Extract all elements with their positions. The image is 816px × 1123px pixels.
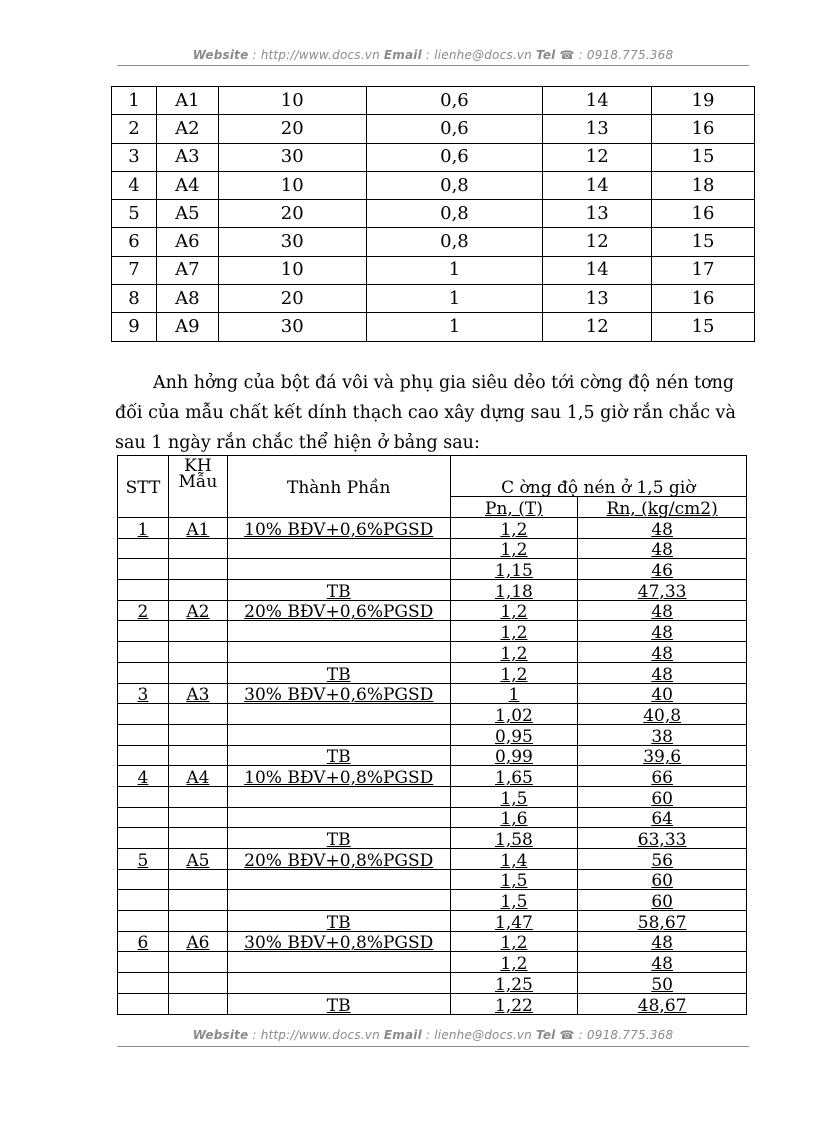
table1-cell: A8 [156, 285, 218, 313]
table2-cell: 1,58 [450, 828, 578, 849]
table2-cell: 5 [118, 849, 169, 870]
table2-cell: 1,25 [450, 973, 578, 994]
table1-row [112, 171, 755, 199]
table2-cell: 1,5 [450, 786, 578, 807]
table2-cell: 1,47 [450, 911, 578, 932]
footer-email-value: : lienhe@docs.vn [421, 1028, 536, 1042]
table2-cell [118, 890, 169, 911]
header-strength-group [450, 456, 746, 497]
table2-cell [168, 642, 227, 663]
table2-cell [227, 538, 450, 559]
table1-cell: 10 [218, 256, 366, 284]
table1-cell: 20 [218, 115, 366, 143]
table1-cell: 15 [652, 143, 755, 171]
table2-row [118, 890, 747, 911]
table2-row [118, 745, 747, 766]
table2-row [118, 559, 747, 580]
table2-cell: 10% BĐV+0,8%PGSD [227, 766, 450, 787]
table2-cell [118, 724, 169, 745]
table2-cell: TB [227, 993, 450, 1014]
header-tel-label: Tel [535, 48, 556, 62]
table2-cell: 0,99 [450, 745, 578, 766]
header-email-label: Email [383, 48, 422, 62]
table1-cell: 16 [652, 285, 755, 313]
table2-row [118, 766, 747, 787]
compressive-strength-table [117, 455, 747, 1015]
table1-cell: A2 [156, 115, 218, 143]
table2-cell: A5 [168, 849, 227, 870]
table2-cell: 48 [578, 642, 747, 663]
table2-cell: 1 [450, 683, 578, 704]
paragraph-text: Anh hởng của bột đá vôi và phụ gia siêu dẻo tới cờng độ nén tơng đối của mẫu chất kết dính thạch cao xây dựng sau 1,5 giờ rắn chắc và sau 1 ngày rắn chắc thể hiện ở bảng sau: [115, 373, 736, 453]
table1-cell: 0,8 [366, 171, 543, 199]
table2-cell: 2 [118, 600, 169, 621]
table2-cell [168, 828, 227, 849]
table2-cell: 1,15 [450, 559, 578, 580]
table2-cell [118, 642, 169, 663]
table1-cell: 0,8 [366, 200, 543, 228]
table1-cell: 10 [218, 171, 366, 199]
table2-cell: 50 [578, 973, 747, 994]
header-tel-value: ☎ : 0918.775.368 [555, 48, 674, 62]
table2-cell: 48 [578, 538, 747, 559]
table2-cell: 0,95 [450, 724, 578, 745]
table1-cell: 12 [543, 143, 652, 171]
table2-cell: 60 [578, 869, 747, 890]
table2-cell [227, 724, 450, 745]
table2-row [118, 849, 747, 870]
table2-row [118, 869, 747, 890]
table2-cell: A3 [168, 683, 227, 704]
table2-cell: 48 [578, 518, 747, 539]
table1-cell: 0,6 [366, 115, 543, 143]
table2-cell [168, 559, 227, 580]
table2-row [118, 911, 747, 932]
table2-cell [168, 993, 227, 1014]
table2-cell [227, 621, 450, 642]
table2-cell [118, 952, 169, 973]
table1-cell: 14 [543, 171, 652, 199]
table2-cell [168, 952, 227, 973]
table2-cell: 30% BĐV+0,8%PGSD [227, 931, 450, 952]
table1-cell: A3 [156, 143, 218, 171]
table1-cell: 13 [543, 200, 652, 228]
table2-cell [227, 952, 450, 973]
table2-cell: 60 [578, 786, 747, 807]
table1-cell: 20 [218, 200, 366, 228]
table1-cell: 19 [652, 87, 755, 115]
table1-cell: 0,6 [366, 143, 543, 171]
table2-row [118, 621, 747, 642]
table1-cell: 14 [543, 87, 652, 115]
table1-row [112, 256, 755, 284]
header-kh-line1: KH [184, 456, 212, 476]
page-header [117, 48, 749, 62]
table1-cell: 12 [543, 313, 652, 341]
table1-row [112, 87, 755, 115]
table2-cell: 1,2 [450, 518, 578, 539]
table2-cell [118, 538, 169, 559]
table2-cell: 10% BĐV+0,6%PGSD [227, 518, 450, 539]
table1-cell: 7 [112, 256, 157, 284]
table2-row [118, 642, 747, 663]
table2-row [118, 662, 747, 683]
table2-row [118, 518, 747, 539]
table1-cell: 5 [112, 200, 157, 228]
table2-row [118, 600, 747, 621]
table1-cell: 10 [218, 87, 366, 115]
table2-cell: 1,5 [450, 869, 578, 890]
table2-row [118, 952, 747, 973]
table2-row [118, 580, 747, 601]
table2-cell [118, 704, 169, 725]
table1-row [112, 115, 755, 143]
table2-cell: 1,6 [450, 807, 578, 828]
table2-cell: 1 [118, 518, 169, 539]
table2-cell: 4 [118, 766, 169, 787]
table2-cell: 48 [578, 931, 747, 952]
table2-cell: 1,2 [450, 621, 578, 642]
table1-cell: A6 [156, 228, 218, 256]
table1-row [112, 285, 755, 313]
table2-cell [168, 786, 227, 807]
table2-row [118, 786, 747, 807]
table2-cell [168, 724, 227, 745]
table2-cell [118, 869, 169, 890]
table2-cell [227, 869, 450, 890]
table1-row [112, 200, 755, 228]
table2-row [118, 807, 747, 828]
table2-cell: 30% BĐV+0,6%PGSD [227, 683, 450, 704]
header-website-value: : http://www.docs.vn [248, 48, 384, 62]
footer-website-value: : http://www.docs.vn [248, 1028, 384, 1042]
table2-row [118, 973, 747, 994]
header-rn: Rn, (kg/cm2) [578, 497, 747, 518]
header-stt: STT [118, 456, 169, 518]
table1-cell: 9 [112, 313, 157, 341]
table1-cell: 1 [366, 313, 543, 341]
table2-cell: TB [227, 745, 450, 766]
table2-cell: A2 [168, 600, 227, 621]
table2-cell [168, 911, 227, 932]
table2-cell: 1,2 [450, 642, 578, 663]
table2-cell [118, 580, 169, 601]
header-thanh-phan: Thành Phần [227, 456, 450, 518]
table2-cell [168, 973, 227, 994]
table1-cell: 16 [652, 115, 755, 143]
table2-cell: 1,5 [450, 890, 578, 911]
table2-cell [227, 704, 450, 725]
table2-cell: 20% BĐV+0,6%PGSD [227, 600, 450, 621]
table2-cell: 1,2 [450, 600, 578, 621]
table2-cell: 48 [578, 952, 747, 973]
table2-cell: 60 [578, 890, 747, 911]
table2-cell: 1,2 [450, 662, 578, 683]
footer-website-label: Website [192, 1028, 249, 1042]
table2-cell: 64 [578, 807, 747, 828]
table2-cell [168, 538, 227, 559]
table2-cell [168, 890, 227, 911]
table1-cell: 0,6 [366, 87, 543, 115]
header-kh-line2: Mẫu [178, 472, 218, 492]
table1-cell: 2 [112, 115, 157, 143]
table2-cell [168, 662, 227, 683]
table2-cell: 1,18 [450, 580, 578, 601]
description-paragraph [115, 368, 755, 458]
table1-cell: A9 [156, 313, 218, 341]
footer-divider [117, 1046, 749, 1047]
table2-cell: 56 [578, 849, 747, 870]
table2-cell [118, 745, 169, 766]
header-kh-mau [168, 456, 227, 518]
table1-cell: 30 [218, 143, 366, 171]
table2-cell: 1,2 [450, 952, 578, 973]
table1-cell: 14 [543, 256, 652, 284]
table2-cell: 46 [578, 559, 747, 580]
table1-cell: 15 [652, 313, 755, 341]
table2-row [118, 704, 747, 725]
table2-row [118, 931, 747, 952]
table1-cell: 3 [112, 143, 157, 171]
table2-cell: 1,22 [450, 993, 578, 1014]
table2-cell: 1,02 [450, 704, 578, 725]
table1-cell: A1 [156, 87, 218, 115]
table2-cell: 48 [578, 621, 747, 642]
table2-cell [168, 807, 227, 828]
table1-cell: 12 [543, 228, 652, 256]
table2-cell [168, 704, 227, 725]
table2-cell [227, 642, 450, 663]
table2-row [118, 683, 747, 704]
table2-cell: A6 [168, 931, 227, 952]
table2-cell: 63,33 [578, 828, 747, 849]
table2-cell [227, 973, 450, 994]
table2-cell [227, 807, 450, 828]
footer-email-label: Email [383, 1028, 422, 1042]
results-table-1 [111, 86, 755, 342]
table2-cell [118, 973, 169, 994]
table2-cell [227, 890, 450, 911]
footer-tel-label: Tel [535, 1028, 556, 1042]
table2-cell [168, 621, 227, 642]
table2-cell [118, 621, 169, 642]
table1-cell: 8 [112, 285, 157, 313]
table1-row [112, 143, 755, 171]
table2-cell: 20% BĐV+0,8%PGSD [227, 849, 450, 870]
table1-cell: 20 [218, 285, 366, 313]
table1-cell: 18 [652, 171, 755, 199]
table2-cell [168, 745, 227, 766]
table2-cell: 1,4 [450, 849, 578, 870]
table2-cell: 1,65 [450, 766, 578, 787]
table2-cell [118, 828, 169, 849]
table1-cell: 13 [543, 285, 652, 313]
table2-cell [227, 559, 450, 580]
table2-cell: 40,8 [578, 704, 747, 725]
table2-cell [227, 786, 450, 807]
table2-cell [118, 786, 169, 807]
table1-cell: 6 [112, 228, 157, 256]
footer-tel-value: ☎ : 0918.775.368 [555, 1028, 674, 1042]
table2-cell: 1,2 [450, 931, 578, 952]
header-divider [117, 65, 749, 66]
table1-row [112, 228, 755, 256]
page-footer [117, 1028, 749, 1042]
table1-cell: 0,8 [366, 228, 543, 256]
table2-cell: 66 [578, 766, 747, 787]
table2-cell [118, 559, 169, 580]
table1-cell: 1 [112, 87, 157, 115]
table1-cell: 30 [218, 313, 366, 341]
table1-cell: 17 [652, 256, 755, 284]
table2-cell: 48 [578, 662, 747, 683]
table2-row [118, 993, 747, 1014]
table1-cell: 16 [652, 200, 755, 228]
table2-row [118, 724, 747, 745]
header-pn: Pn, (T) [450, 497, 578, 518]
table1-cell: 1 [366, 285, 543, 313]
table2-cell: TB [227, 828, 450, 849]
table1-row [112, 313, 755, 341]
table2-cell: 6 [118, 931, 169, 952]
table2-cell: 48,67 [578, 993, 747, 1014]
table2-cell: 58,67 [578, 911, 747, 932]
header-website-label: Website [192, 48, 249, 62]
table1-cell: 1 [366, 256, 543, 284]
table2-cell [168, 869, 227, 890]
table2-cell: 48 [578, 600, 747, 621]
header-email-value: : lienhe@docs.vn [421, 48, 536, 62]
header-strength-group-text: C ờng độ nén ở 1,5 giờ [501, 478, 696, 499]
table2-cell: 38 [578, 724, 747, 745]
table2-cell [168, 580, 227, 601]
table2-cell: 40 [578, 683, 747, 704]
table2-cell: TB [227, 580, 450, 601]
table2-cell: TB [227, 911, 450, 932]
table1-cell: 4 [112, 171, 157, 199]
table1-cell: 15 [652, 228, 755, 256]
table1-cell: A4 [156, 171, 218, 199]
table1-cell: A5 [156, 200, 218, 228]
table2-row [118, 828, 747, 849]
table2-cell [118, 662, 169, 683]
table2-cell: 47,33 [578, 580, 747, 601]
table2-cell [118, 993, 169, 1014]
table1-cell: 30 [218, 228, 366, 256]
table2-cell: TB [227, 662, 450, 683]
table2-cell: A4 [168, 766, 227, 787]
table2-row [118, 538, 747, 559]
table2-cell: 39,6 [578, 745, 747, 766]
table2-cell: 1,2 [450, 538, 578, 559]
table2-cell [118, 807, 169, 828]
table1-cell: A7 [156, 256, 218, 284]
table2-cell: A1 [168, 518, 227, 539]
table2-cell [118, 911, 169, 932]
table1-cell: 13 [543, 115, 652, 143]
table2-cell: 3 [118, 683, 169, 704]
